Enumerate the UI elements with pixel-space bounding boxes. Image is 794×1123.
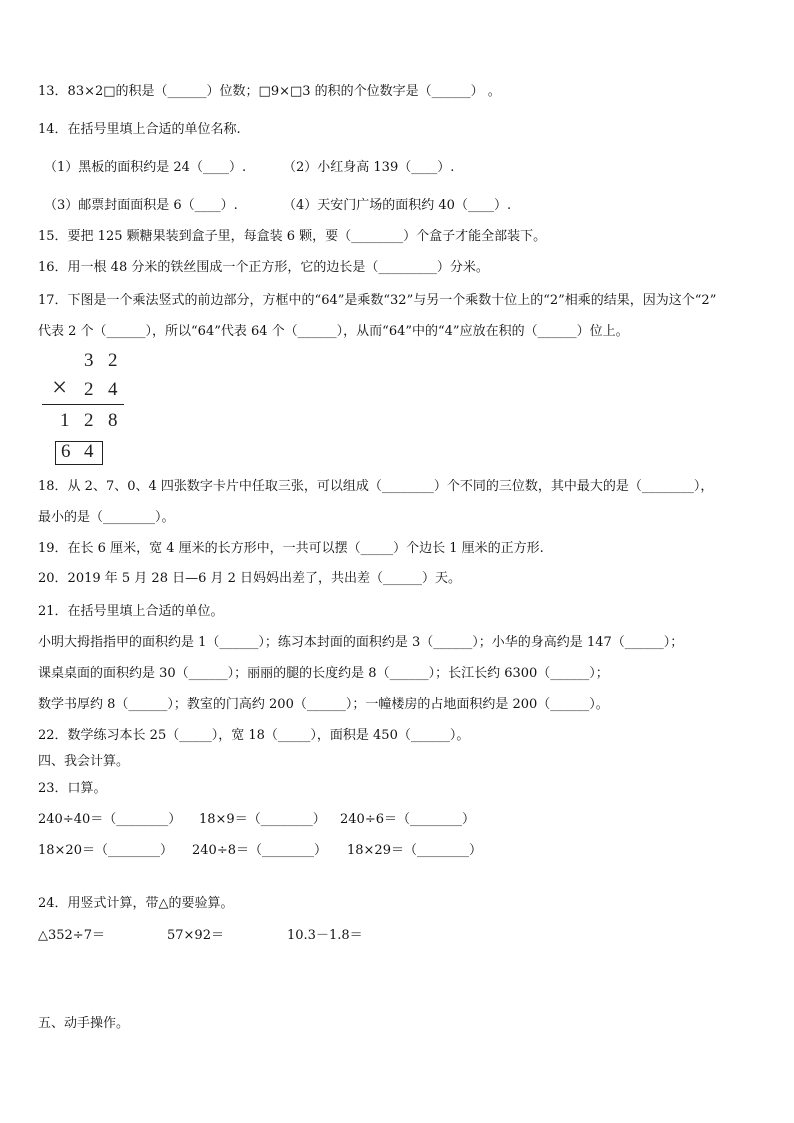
question-21-title: 21．在括号里填上合适的单位。 — [38, 604, 224, 619]
question-17-line-2: 代表 2 个（______），所以“64”代表 64 个（______），从而“64”中的“4”应放在积的（______）位上。 — [38, 324, 629, 339]
digit: 2 — [108, 350, 118, 371]
mental-math-item: 240÷8＝（________） — [192, 843, 327, 858]
question-14-part-3: （3）邮票封面面积是 6（____）. — [44, 198, 238, 213]
vertical-calc-item: 57×92＝ — [167, 928, 224, 943]
digit: 2 — [84, 379, 94, 400]
question-17-line-1: 17．下图是一个乘法竖式的前边部分，方框中的“64”是乘数“32”与另一个乘数十位上的“2”相乘的结果，因为这个“2” — [38, 293, 717, 308]
question-14-part-1: （1）黑板的面积约是 24（____）. — [44, 160, 247, 175]
times-sign: × — [52, 372, 68, 402]
question-18-line-2: 最小的是（________）。 — [38, 510, 175, 525]
section-5-heading: 五、动手操作。 — [38, 1016, 130, 1031]
question-20: 20．2019 年 5 月 28 日—6 月 2 日妈妈出差了，共出差（______）天。 — [38, 571, 462, 586]
question-21-line-2: 课桌桌面的面积约是 30（______）；丽丽的腿的长度约是 8（______）；长江长约 6300（______）； — [38, 666, 609, 681]
question-14-part-2: （2）小红身高 139（____）. — [283, 160, 455, 175]
section-4-heading: 四、我会计算。 — [38, 754, 130, 769]
mental-math-item: 18×9＝（________） — [199, 812, 326, 827]
question-22: 22．数学练习本长 25（_____），宽 18（_____），面积是 450（______）。 — [38, 728, 470, 743]
vertical-calc-item: 10.3－1.8＝ — [287, 928, 363, 943]
question-21-line-1: 小明大拇指指甲的面积约是 1（______）；练习本封面的面积约是 3（______）；小华的身高约是 147（______）； — [38, 635, 684, 650]
digit: 8 — [108, 410, 118, 431]
mental-math-item: 240÷40＝（________） — [38, 812, 182, 827]
digit: 2 — [84, 410, 94, 431]
question-16: 16．用一根 48 分米的铁丝围成一个正方形，它的边长是（_________）分米。 — [38, 260, 489, 275]
divider-line — [42, 404, 124, 405]
question-23: 23．口算。 — [38, 781, 107, 796]
digit: 4 — [84, 441, 94, 462]
question-21-line-3: 数学书厚约 8（______）；教室的门高约 200（______）；一幢楼房的占地面积约是 200（______）。 — [38, 697, 609, 712]
mental-math-item: 18×29＝（________） — [347, 843, 482, 858]
question-24: 24．用竖式计算，带△的要验算。 — [38, 896, 234, 911]
digit: 4 — [108, 379, 118, 400]
question-14-title: 14．在括号里填上合适的单位名称. — [38, 122, 241, 137]
mental-math-item: 18×20＝（________） — [38, 843, 173, 858]
digit: 6 — [61, 441, 71, 462]
mental-math-item: 240÷6＝（________） — [340, 812, 475, 827]
question-19: 19．在长 6 厘米，宽 4 厘米的长方形中，一共可以摆（_____）个边长 1 厘米的正方形. — [38, 541, 544, 556]
question-18-line-1: 18．从 2、7、0、4 四张数字卡片中任取三张，可以组成（________）个不同的三位数，其中最大的是（________）， — [38, 479, 714, 494]
question-14-part-4: （4）天安门广场的面积约 40（____）. — [283, 198, 512, 213]
digit: 3 — [84, 350, 94, 371]
digit: 1 — [60, 410, 70, 431]
question-15: 15．要把 125 颗糖果装到盒子里，每盒装 6 颗，要（________）个盒子才能全部装下。 — [38, 229, 547, 244]
question-13: 13．83×2□的积是（______）位数；□9×□3 的积的个位数字是（______） 。 — [38, 84, 501, 99]
vertical-calc-item: △352÷7＝ — [38, 928, 105, 943]
